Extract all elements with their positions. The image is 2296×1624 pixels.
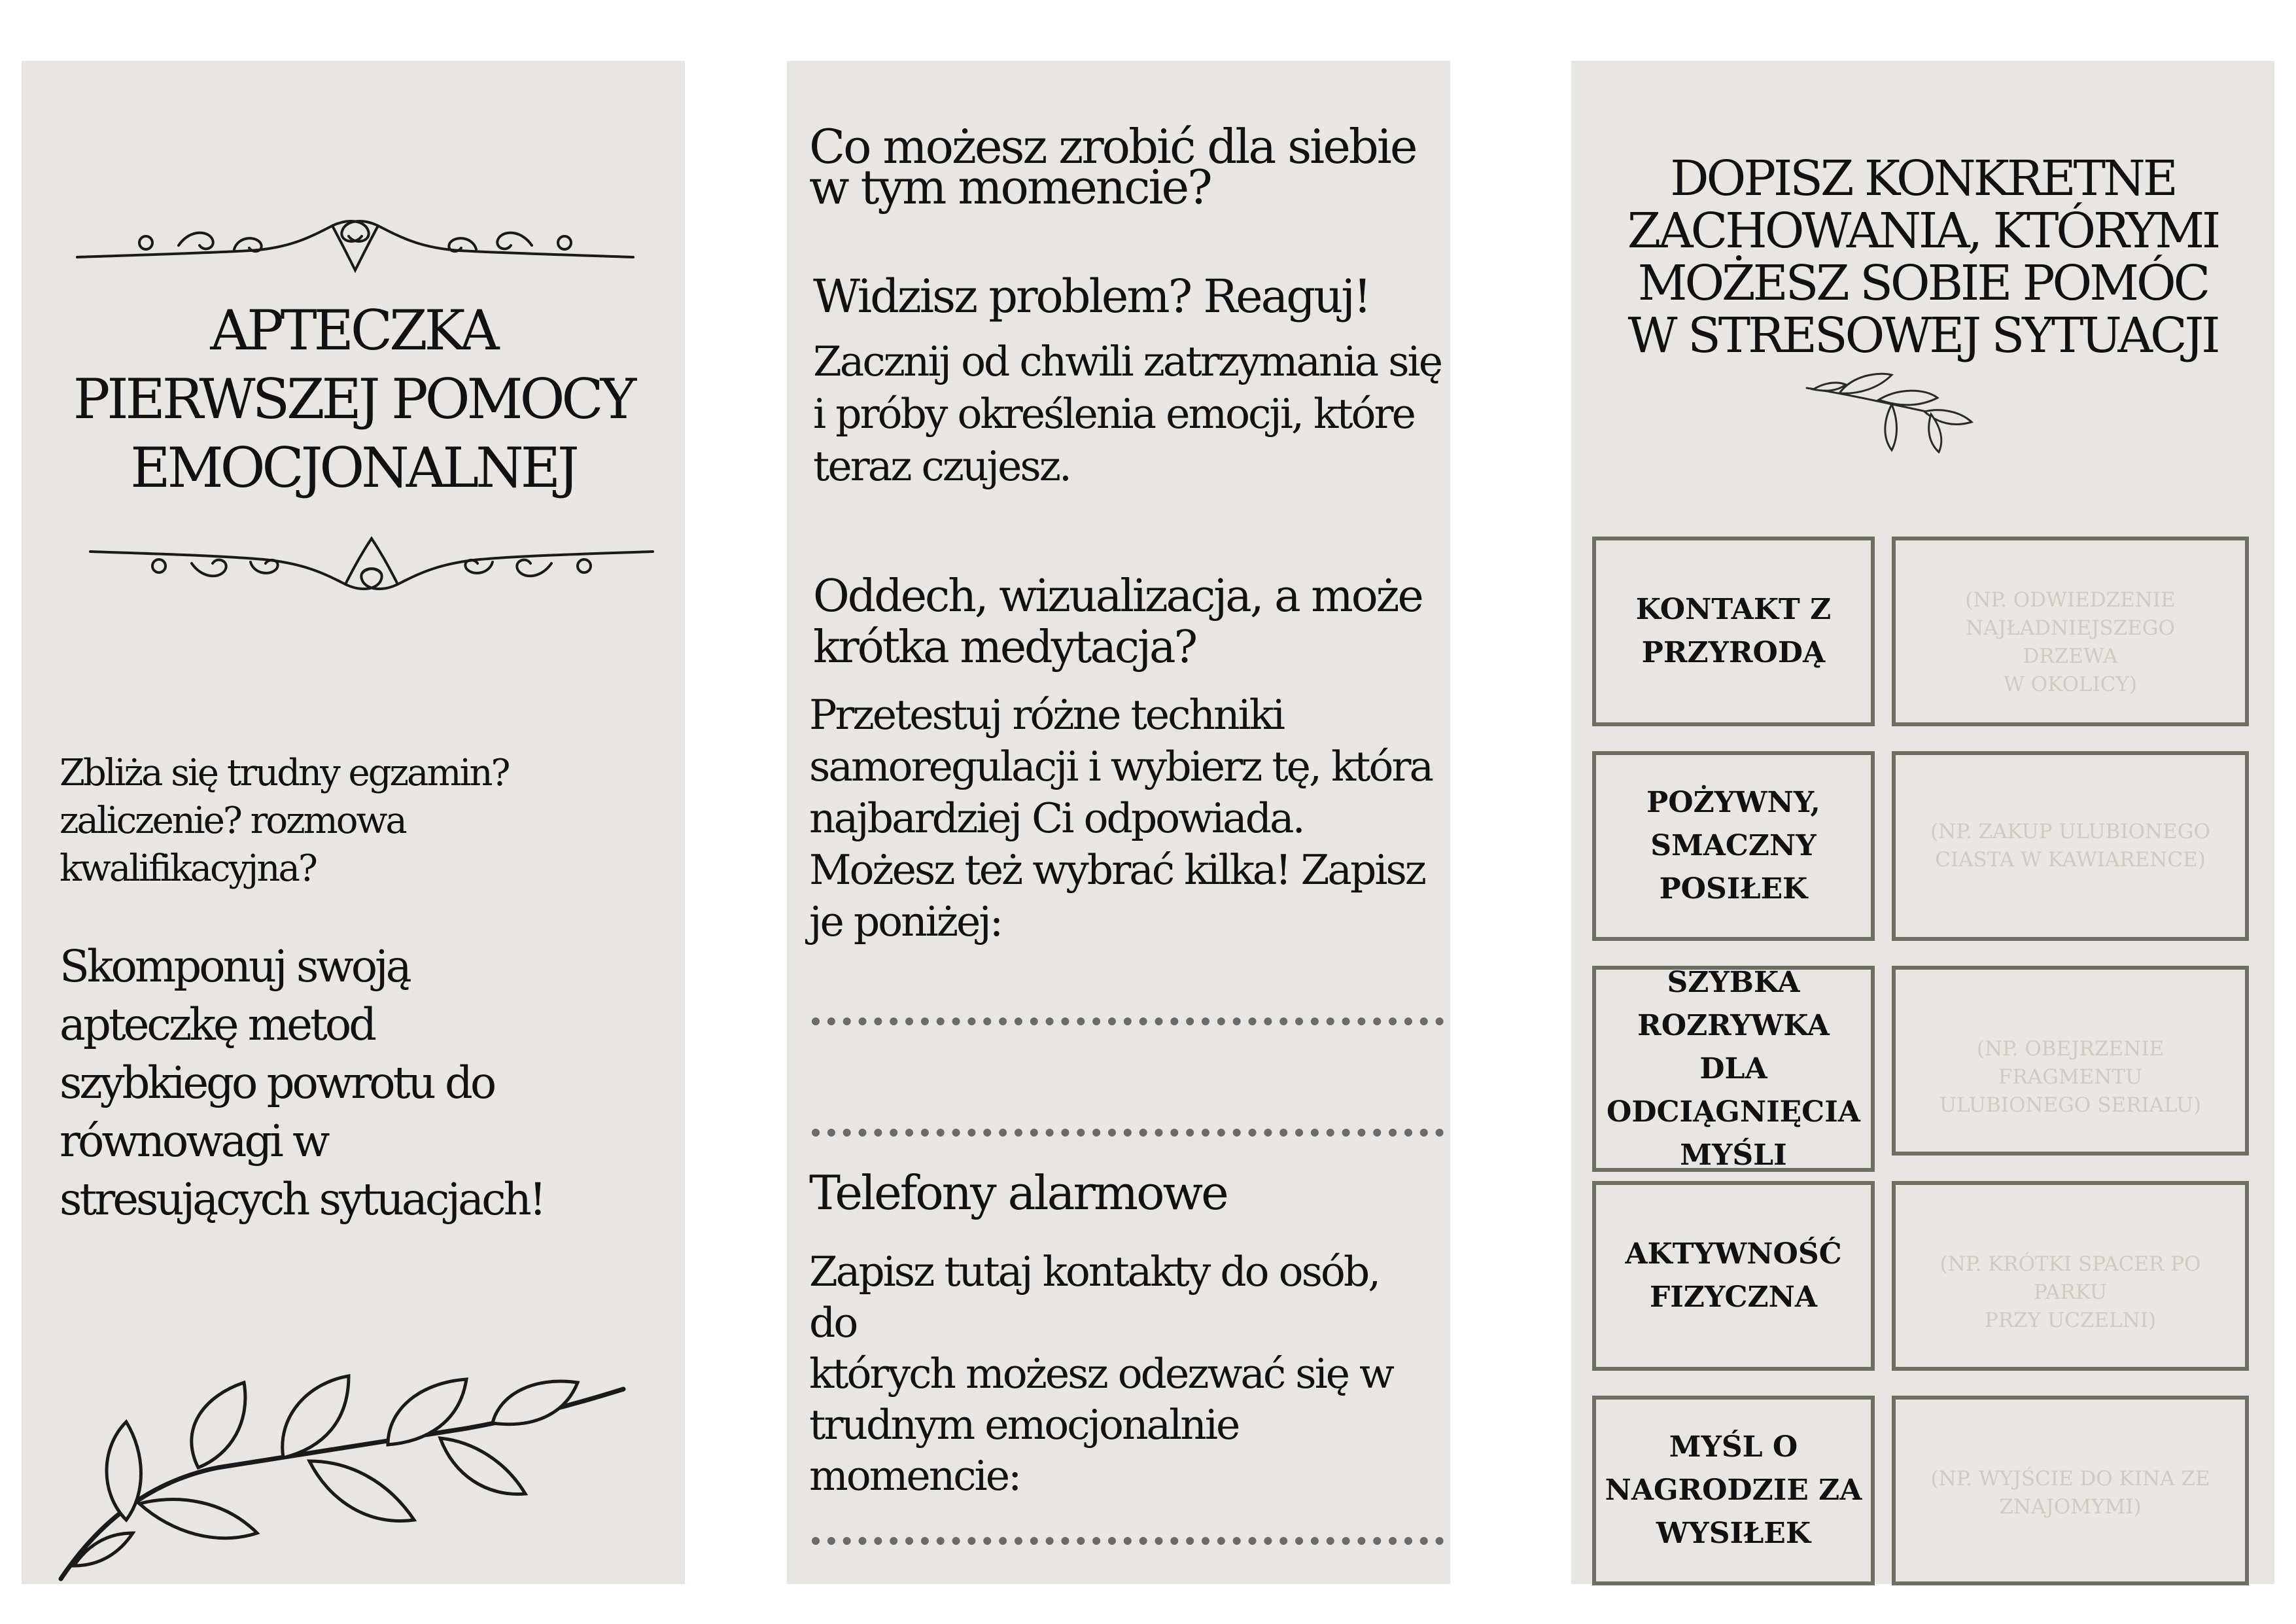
label-line: AKTYWNOŚĆ — [1625, 1237, 1842, 1271]
title-line: W STRESOWEJ SYTUACJI — [1627, 308, 2218, 364]
label-line: ODCIĄGNIĘCIA — [1607, 1095, 1860, 1129]
paragraph-contacts — [809, 1246, 1437, 1502]
behavior-label-box — [1592, 1396, 1875, 1585]
question-line: zaliczenie? rozmowa — [60, 800, 406, 842]
example-line: (NP. ODWIEDZENIE — [1965, 588, 2176, 612]
paragraph-line: momencie: — [809, 1452, 1020, 1500]
paragraph-line: Przetestuj różne techniki — [809, 691, 1283, 739]
example-line: NAJŁADNIEJSZEGO DRZEWA — [1966, 616, 2175, 668]
behavior-example-box[interactable] — [1892, 537, 2249, 726]
label-line: POSIŁEK — [1659, 872, 1808, 906]
call-line: Skomponuj swoją — [60, 941, 409, 992]
example-line: (NP. WYJŚCIE DO KINA ZE — [1930, 1467, 2210, 1491]
brochure-title — [22, 296, 685, 503]
paragraph-line: których możesz odezwać się w — [809, 1350, 1393, 1398]
worksheet-title — [1571, 152, 2274, 362]
middle-panel — [787, 61, 1450, 1584]
title-line: MOŻESZ SOBIE POMÓC — [1637, 255, 2208, 311]
heading-line: krótka medytacja? — [813, 622, 1196, 673]
example-line: (NP. OBEJRZENIE FRAGMENTU — [1976, 1037, 2165, 1089]
example-line: ULUBIONEGO SERIALU) — [1939, 1093, 2202, 1117]
label-line: KONTAKT Z — [1635, 593, 1832, 626]
heading-line: w tym momencie? — [809, 160, 1211, 215]
title-line: PIERWSZEJ POMOCY — [73, 367, 634, 431]
example-line: ZNAJOMYMI) — [1999, 1495, 2142, 1519]
paragraph-line: Zacznij od chwili zatrzymania się — [813, 338, 1441, 385]
left-panel — [22, 61, 685, 1584]
question-line: Zbliża się trudny egzamin? — [60, 752, 509, 794]
section-heading-react: Widzisz problem? Reaguj! — [813, 270, 1370, 323]
writing-line-dotted[interactable] — [812, 1129, 1444, 1137]
paragraph-line: je poniżej: — [809, 898, 1002, 945]
label-line: MYŚL O — [1669, 1430, 1798, 1464]
paragraph-line: teraz czujesz. — [813, 442, 1070, 490]
heading-line: Co możesz zrobić dla siebie — [809, 119, 1416, 174]
section-heading-techniques — [813, 571, 1441, 673]
writing-line-dotted[interactable] — [812, 1017, 1444, 1025]
intro-question — [60, 749, 648, 892]
call-to-action — [60, 938, 648, 1229]
label-line: POŻYWNY, — [1646, 786, 1820, 819]
label-line: WYSIŁEK — [1656, 1517, 1811, 1550]
title-line: EMOCJONALNEJ — [130, 436, 576, 500]
label-line: NAGRODZIE ZA — [1605, 1474, 1862, 1507]
example-line: PRZY UCZELNI) — [1984, 1309, 2157, 1332]
label-line: SMACZNY — [1650, 829, 1817, 862]
call-line: szybkiego powrotu do — [60, 1057, 495, 1108]
behavior-example-box[interactable] — [1892, 1181, 2249, 1371]
paragraph-line: samoregulacji i wybierz tę, która — [809, 743, 1433, 790]
example-line: (NP. ZAKUP ULUBIONEGO — [1930, 820, 2210, 843]
paragraph-techniques — [809, 689, 1437, 947]
call-line: apteczkę metod — [60, 999, 375, 1050]
behavior-example-box[interactable] — [1892, 1396, 2249, 1585]
call-line: równowagi w — [60, 1116, 328, 1167]
example-line: CIASTA W KAWIARENCE) — [1935, 848, 2206, 872]
paragraph-line: Możesz też wybrać kilka! Zapisz — [809, 846, 1425, 894]
label-line: PRZYRODĄ — [1641, 636, 1826, 669]
top-flourish-ornament — [74, 211, 636, 277]
example-line: (NP. KRÓTKI SPACER PO PARKU — [1939, 1252, 2201, 1304]
example-line: W OKOLICY) — [2004, 673, 2137, 696]
label-line: MYŚLI — [1680, 1138, 1787, 1172]
section-heading-emergency-phones: Telefony alarmowe — [809, 1165, 1227, 1220]
behavior-label-box — [1592, 751, 1875, 941]
label-line: FIZYCZNA — [1649, 1280, 1818, 1314]
behavior-label-box — [1592, 1181, 1875, 1371]
title-line: APTECZKA — [210, 298, 496, 362]
paragraph-emotions — [813, 336, 1441, 493]
behavior-example-box[interactable] — [1892, 751, 2249, 941]
leaf-branch-illustration — [48, 1369, 663, 1584]
behavior-example-box[interactable] — [1892, 966, 2249, 1156]
writing-line-dotted[interactable] — [812, 1537, 1444, 1545]
paragraph-line: i próby określenia emocji, które — [813, 390, 1414, 438]
behavior-label-box — [1592, 966, 1875, 1172]
question-line: kwalifikacyjna? — [60, 847, 316, 890]
section-heading-self-help — [809, 119, 1437, 215]
small-leaf-sprig-icon — [1800, 368, 1983, 453]
bottom-flourish-ornament — [87, 532, 656, 604]
paragraph-line: Zapisz tutaj kontakty do osób, do — [809, 1248, 1380, 1347]
label-line: SZYBKA — [1667, 965, 1800, 999]
label-line: ROZRYWKA DLA — [1637, 1008, 1830, 1086]
title-line: ZACHOWANIA, KTÓRYMI — [1627, 203, 2219, 259]
heading-line: Oddech, wizualizacja, a może — [813, 571, 1422, 622]
paragraph-line: trudnym emocjonalnie — [809, 1401, 1239, 1449]
right-panel — [1571, 61, 2274, 1584]
call-line: stresujących sytuacjach! — [60, 1174, 544, 1225]
behavior-label-box — [1592, 537, 1875, 726]
title-line: DOPISZ KONKRETNE — [1670, 150, 2176, 207]
paragraph-line: najbardziej Ci odpowiada. — [809, 794, 1304, 842]
